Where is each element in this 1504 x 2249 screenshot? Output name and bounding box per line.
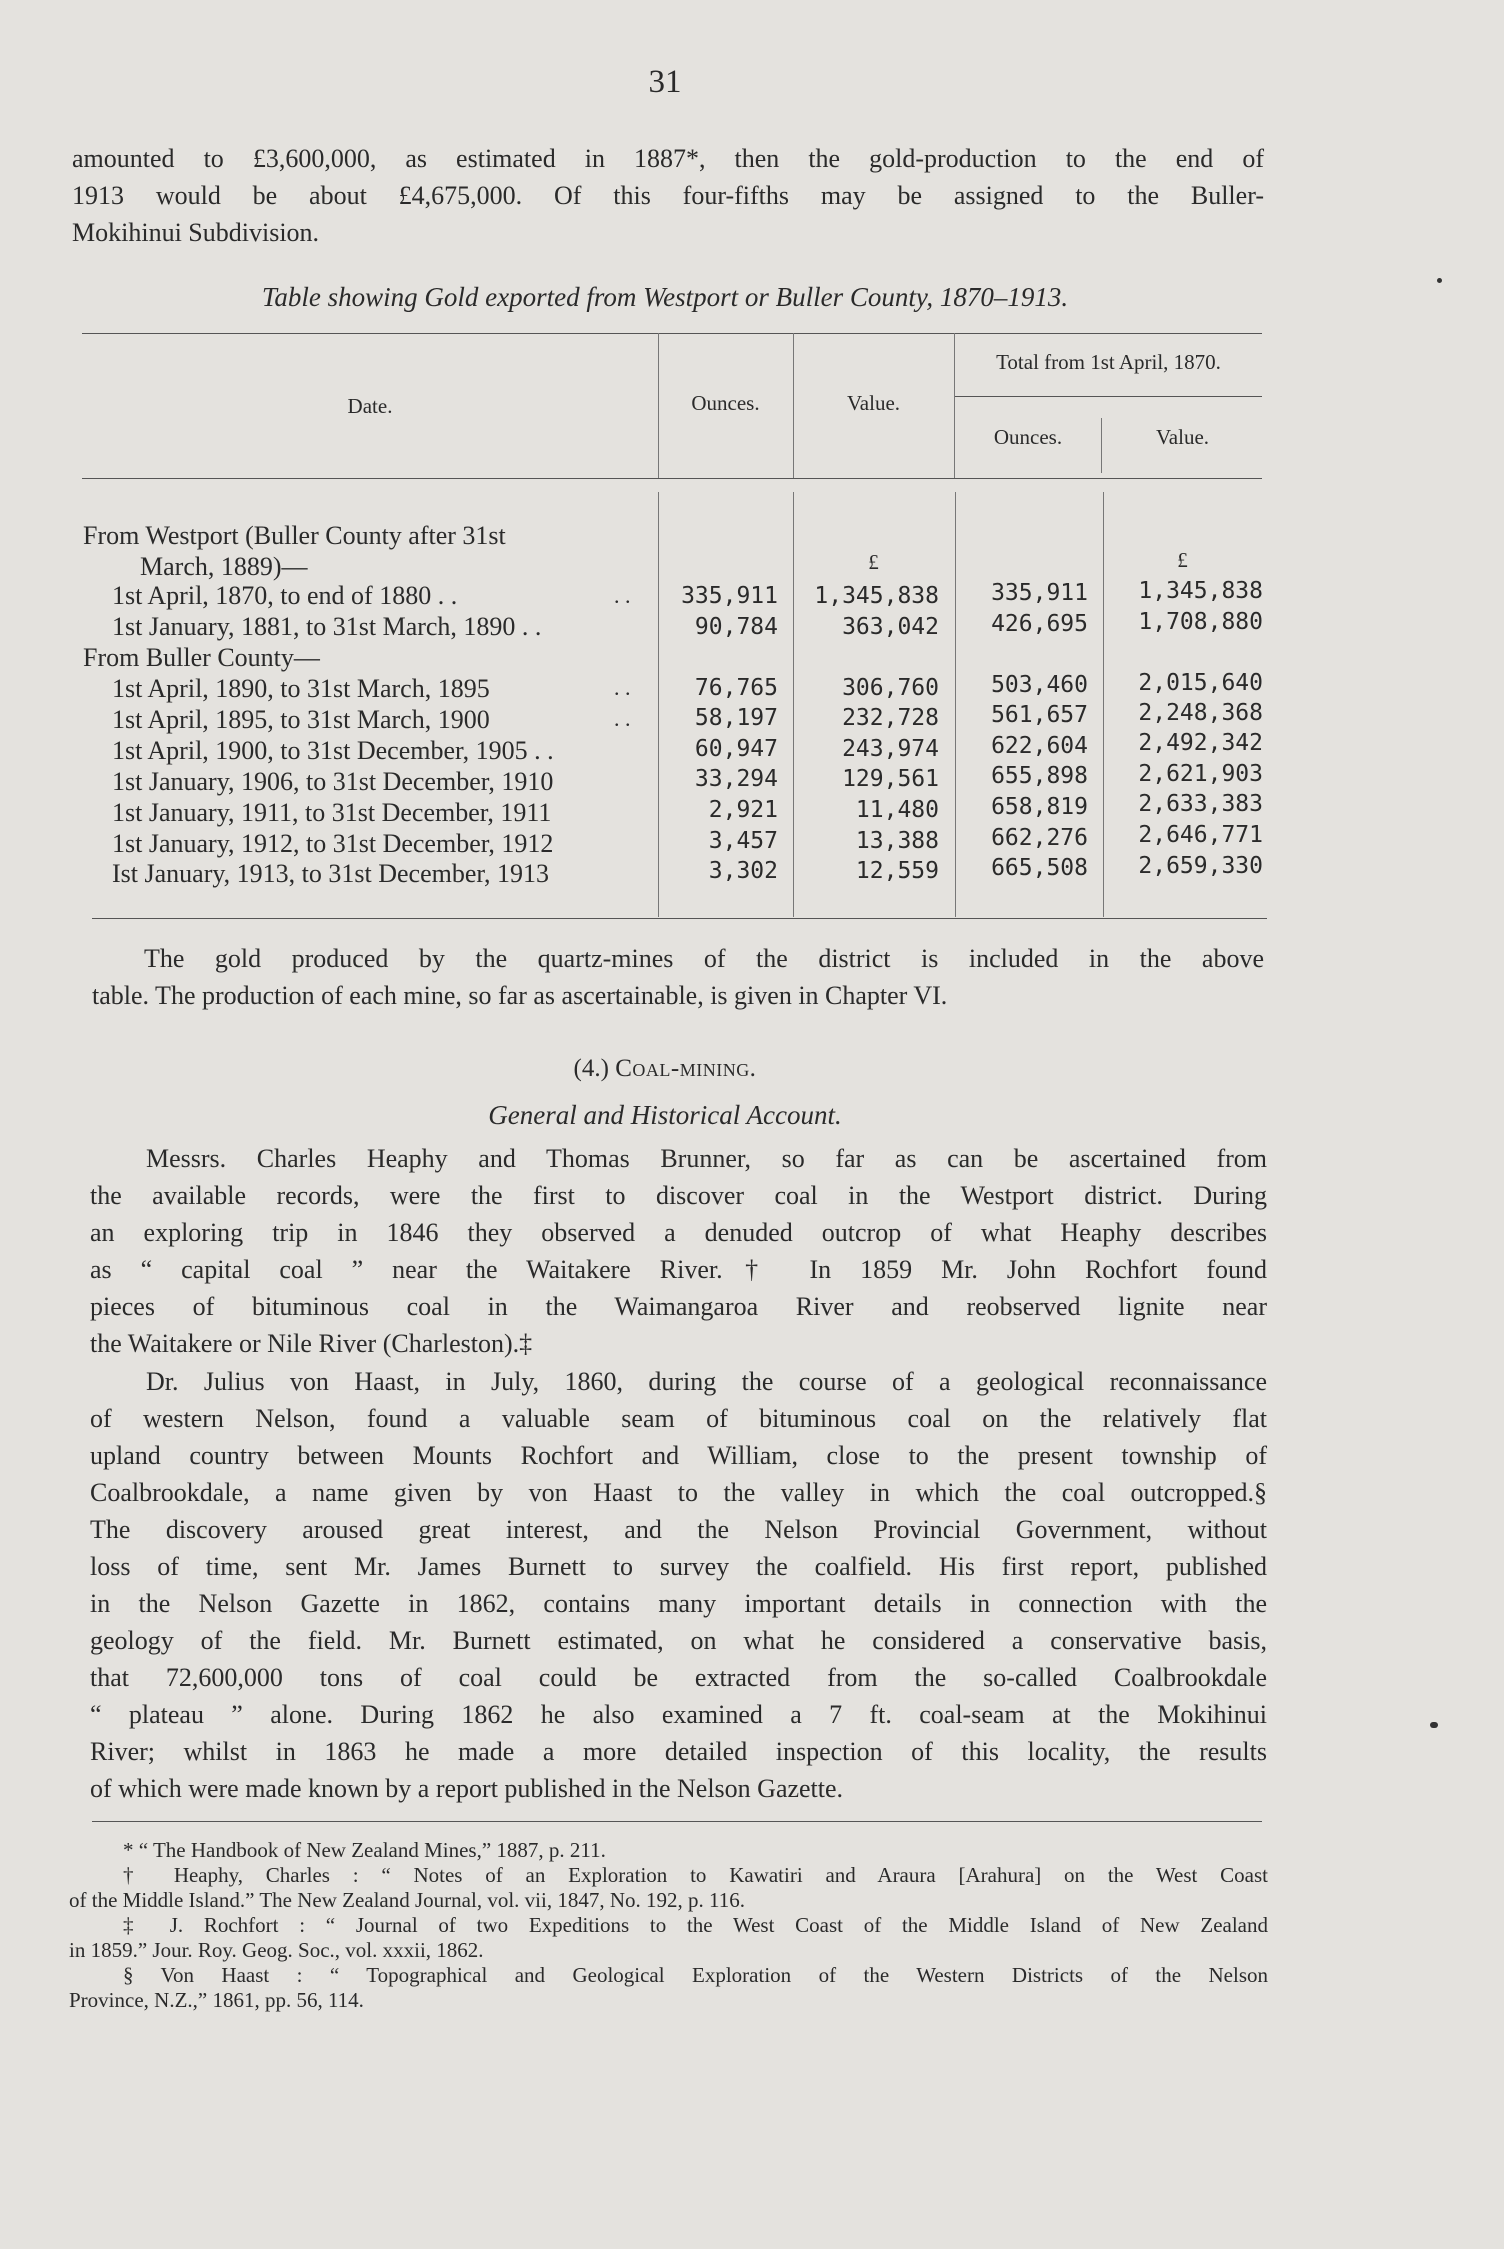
row-total-ounces: 658,819 [991, 794, 1088, 820]
row-total-value: 2,492,342 [1138, 730, 1263, 756]
text-line: of western Nelson, found a valuable seam of bituminous coal on the relatively flat [90, 1404, 1267, 1433]
row-total-ounces: 561,657 [991, 702, 1088, 728]
footnote-line: † Heaphy, Charles : “ Notes of an Exploration to Kawatiri and Araura [Arahura] on the West Coast [123, 1863, 1268, 1887]
row-total-ounces: 335,911 [991, 580, 1088, 606]
row-date: 1st January, 1881, to 31st March, 1890 . . [112, 612, 542, 641]
text-line: table. The production of each mine, so far as ascertainable, is given in Chapter VI. [92, 981, 948, 1010]
body-paragraph [90, 1140, 1267, 1362]
row-value: 243,974 [842, 736, 939, 762]
text-line: 1913 would be about £4,675,000. Of this four-fifths may be assigned to the Buller- [72, 181, 1264, 210]
header-total-value: Value. [1155, 425, 1210, 449]
row-total-value: 2,659,330 [1138, 853, 1263, 879]
row-value: 306,760 [842, 675, 939, 701]
row-total-ounces: 662,276 [991, 825, 1088, 851]
row-ounces: 76,765 [694, 675, 778, 701]
text-line: Dr. Julius von Haast, in July, 1860, during the course of a geological reconnaissance [146, 1367, 1267, 1396]
row-ounces: 3,302 [708, 858, 778, 884]
row-value: 129,561 [842, 766, 939, 792]
row-total-value: 2,621,903 [1138, 761, 1263, 787]
text-line: in the Nelson Gazette in 1862, contains many important details in connection with the [90, 1589, 1267, 1618]
table-top-rule [82, 333, 1262, 334]
footnote-line: in 1859.” Jour. Roy. Geog. Soc., vol. xxxii, 1862. [69, 1938, 484, 1962]
text-line: Messrs. Charles Heaphy and Thomas Brunner, so far as can be ascertained from [146, 1144, 1267, 1173]
leader-dots: . . [614, 675, 631, 700]
footnote [69, 1913, 1268, 1963]
header-bottom-rule [82, 478, 1262, 479]
text-line: pieces of bituminous coal in the Waimangaroa River and reobserved lignite near [90, 1292, 1267, 1321]
section-number: (4.) [573, 1055, 609, 1082]
row-total-ounces: 503,460 [991, 672, 1088, 698]
column-divider [1101, 418, 1102, 473]
row-ounces: 58,197 [694, 705, 778, 731]
row-value: 12,559 [855, 858, 939, 884]
group-label: From Buller County— [83, 643, 320, 672]
text-line: “ plateau ” alone. During 1862 he also examined a 7 ft. coal-seam at the Mokihinui [90, 1700, 1267, 1729]
footnote [69, 1963, 1268, 2013]
row-date: 1st April, 1870, to end of 1880 . . [112, 581, 458, 610]
text-line: Mokihinui Subdivision. [72, 218, 320, 247]
footnote [69, 1863, 1268, 1913]
footnote-line: Province, N.Z.,” 1861, pp. 56, 114. [69, 1988, 364, 2012]
table-title: Table showing Gold exported from Westport or Buller County, 1870–1913. [261, 282, 1069, 312]
footnote-line: of the Middle Island.” The New Zealand Journal, vol. vii, 1847, No. 192, p. 116. [69, 1888, 745, 1912]
section-title: Coal-mining. [615, 1055, 757, 1082]
footnote-line: ‡ J. Rochfort : “ Journal of two Expeditions to the West Coast of the Middle Island of New Zealand [123, 1913, 1268, 1937]
group-label: March, 1889)— [140, 552, 308, 581]
table-bottom-rule [92, 918, 1267, 919]
row-ounces: 60,947 [694, 736, 778, 762]
text-line: geology of the field. Mr. Burnett estimated, on what he considered a conservative basis, [90, 1626, 1267, 1655]
leader-dots: . . [614, 706, 631, 731]
row-value: 11,480 [855, 797, 939, 823]
row-total-value: 2,646,771 [1138, 822, 1263, 848]
header-value: Value. [846, 391, 901, 415]
footnote [93, 1838, 1268, 1863]
header-ounces: Ounces. [691, 391, 760, 415]
row-total-value: 1,708,880 [1138, 609, 1263, 635]
row-date: Ist January, 1913, to 31st December, 1913 [112, 859, 550, 888]
row-date: 1st April, 1895, to 31st March, 1900 [112, 705, 490, 734]
text-line: as “ capital coal ” near the Waitakere River.† In 1859 Mr. John Rochfort found [90, 1255, 1267, 1284]
total-subheader-rule [955, 396, 1262, 397]
text-line: the available records, were the first to discover coal in the Westport district. During [90, 1181, 1267, 1210]
after-table-paragraph [92, 940, 1264, 1014]
intro-paragraph [72, 140, 1264, 251]
row-total-ounces: 655,898 [991, 763, 1088, 789]
leader-dots: . . [614, 583, 631, 608]
text-line: that 72,600,000 tons of coal could be extracted from the so-called Coalbrookdale [90, 1663, 1267, 1692]
row-total-value: 2,248,368 [1138, 700, 1263, 726]
row-total-ounces: 426,695 [991, 611, 1088, 637]
row-ounces: 2,921 [708, 797, 778, 823]
header-date: Date. [347, 394, 393, 418]
row-total-value: 1,345,838 [1138, 578, 1263, 604]
row-date: 1st January, 1911, to 31st December, 1911 [112, 798, 552, 827]
text-line: The discovery aroused great interest, and the Nelson Provincial Government, without [90, 1515, 1267, 1544]
group-label: From Westport (Buller County after 31st [83, 521, 506, 550]
row-value: 232,728 [842, 705, 939, 731]
section-heading [0, 1055, 1330, 1083]
currency-symbol: £ [1177, 548, 1188, 572]
text-line: an exploring trip in 1846 they observed a denuded outcrop of what Heaphy describes [90, 1218, 1267, 1247]
scan-speck [1430, 1722, 1438, 1728]
footnotes [69, 1838, 1268, 2013]
row-date: 1st April, 1890, to 31st March, 1895 [112, 674, 490, 703]
footnote-rule [92, 1821, 1262, 1822]
footnote-line: § Von Haast : “ Topographical and Geological Exploration of the Western Districts of the Nelson [123, 1963, 1268, 1987]
text-line: upland country between Mounts Rochfort and William, close to the present township of [90, 1441, 1267, 1470]
footnote-line: * “ The Handbook of New Zealand Mines,” 1887, p. 211. [123, 1838, 606, 1862]
row-ounces: 33,294 [694, 766, 778, 792]
row-date: 1st January, 1906, to 31st December, 1910 [112, 767, 554, 796]
row-ounces: 90,784 [694, 614, 778, 640]
row-date: 1st January, 1912, to 31st December, 1912 [112, 829, 554, 858]
text-line: Coalbrookdale, a name given by von Haast to the valley in which the coal outcropped.§ [90, 1478, 1267, 1507]
row-value: 13,388 [855, 828, 939, 854]
row-total-value: 2,015,640 [1138, 670, 1263, 696]
header-total-group: Total from 1st April, 1870. [996, 350, 1221, 374]
text-line: the Waitakere or Nile River (Charleston).‡ [90, 1329, 533, 1358]
row-total-ounces: 622,604 [991, 733, 1088, 759]
page-number: 31 [648, 64, 682, 100]
scan-speck [1437, 278, 1442, 283]
text-line: loss of time, sent Mr. James Burnett to survey the coalfield. His first report, published [90, 1552, 1267, 1581]
row-ounces: 335,911 [681, 583, 778, 609]
row-total-ounces: 665,508 [991, 855, 1088, 881]
row-total-value: 2,633,383 [1138, 791, 1263, 817]
body-paragraph [90, 1363, 1267, 1807]
text-line: amounted to £3,600,000, as estimated in 1887*, then the gold-production to the end of [72, 144, 1264, 173]
text-line: The gold produced by the quartz-mines of the district is included in the above [144, 944, 1264, 973]
header-total-ounces: Ounces. [993, 425, 1063, 449]
section-subtitle: General and Historical Account. [488, 1100, 842, 1130]
text-line: River; whilst in 1863 he made a more detailed inspection of this locality, the results [90, 1737, 1267, 1766]
row-ounces: 3,457 [708, 828, 778, 854]
currency-symbol: £ [868, 550, 879, 574]
row-date: 1st April, 1900, to 31st December, 1905 . . [112, 736, 554, 765]
row-value: 1,345,838 [814, 583, 939, 609]
text-line: of which were made known by a report published in the Nelson Gazette. [90, 1774, 844, 1803]
row-value: 363,042 [842, 614, 939, 640]
